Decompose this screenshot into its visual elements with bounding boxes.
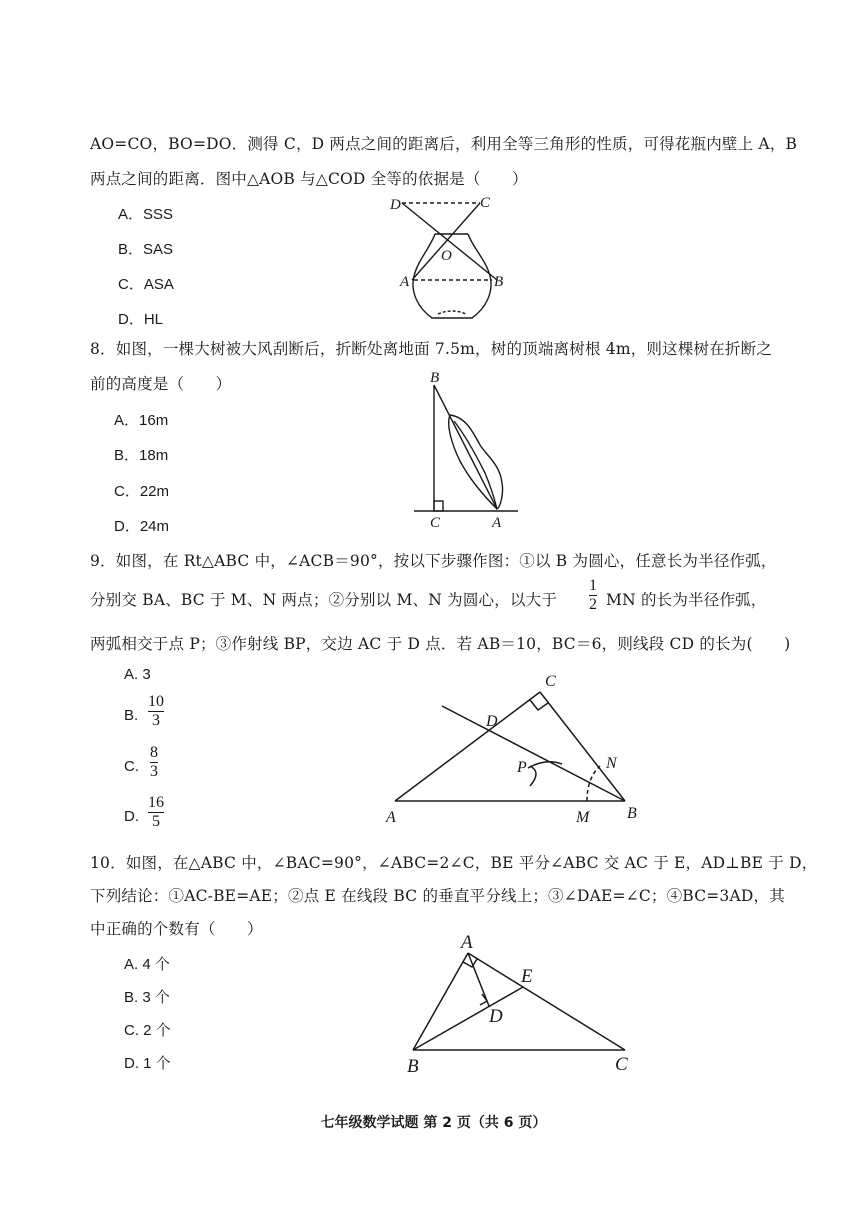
q7-option-d[interactable]: D．HL <box>118 311 164 328</box>
q9-option-c-letter[interactable]: C. <box>124 758 139 775</box>
q9-label-a: A <box>386 809 396 826</box>
q7-label-c: C <box>480 195 491 211</box>
q10-option-a[interactable]: A. 4 个 <box>124 956 170 973</box>
q8-tree-figure <box>410 365 530 530</box>
q10-option-d[interactable]: D. 1 个 <box>124 1055 171 1072</box>
q9-fraction-half <box>589 577 597 614</box>
q7-label-b: B <box>494 274 504 290</box>
q8-label-b: B <box>430 370 440 386</box>
q8-option-a[interactable]: A．16m <box>114 412 169 429</box>
q9-frac-numerator: 1 <box>589 577 597 594</box>
q9-option-b-num: 10 <box>148 693 164 710</box>
q7-label-d: D <box>390 197 401 213</box>
q9-label-d: D <box>486 713 498 730</box>
q10-option-c[interactable]: C. 2 个 <box>124 1022 171 1039</box>
q8-option-c[interactable]: C．22m <box>114 483 170 500</box>
page-footer: 七年级数学试题 第 2 页（共 6 页） <box>320 1115 547 1131</box>
q9-option-a[interactable]: A. 3 <box>124 666 151 683</box>
q9-option-d-num: 16 <box>148 794 164 811</box>
q10-triangle-figure <box>395 928 650 1078</box>
q7-option-b[interactable]: B．SAS <box>118 241 174 258</box>
q9-label-n: N <box>606 755 617 772</box>
q10-label-e: E <box>521 966 533 987</box>
q9-option-c-num: 8 <box>150 744 158 761</box>
q8-label-a: A <box>492 515 502 530</box>
q7-line-1: AO=CO，BO=DO．测得 C，D 两点之间的距离后，利用全等三角形的性质，可得花瓶内壁上 A，B <box>90 135 798 153</box>
q10-line-3: 中正确的个数有（ ） <box>90 920 263 938</box>
q10-line-2: 下列结论：①AC-BE=AE；②点 E 在线段 BC 的垂直平分线上；③∠DAE=∠C；④BC=3AD，其 <box>90 887 785 905</box>
q9-option-d-fraction <box>148 794 164 831</box>
q7-line-2: 两点之间的距离．图中△AOB 与△COD 全等的依据是（ ） <box>90 170 528 188</box>
q10-label-d: D <box>489 1006 503 1027</box>
q9-option-d-den: 5 <box>152 813 160 830</box>
q8-option-d[interactable]: D．24m <box>114 518 170 535</box>
q9-label-c: C <box>545 673 556 690</box>
q10-label-a: A <box>461 932 473 953</box>
q7-option-c[interactable]: C．ASA <box>118 276 174 293</box>
q8-line-2: 前的高度是（ ） <box>90 375 232 393</box>
q9-line-2a: 分别交 BA、BC 于 M、N 两点；②分别以 M、N 为圆心，以大于 <box>90 591 558 609</box>
q10-line-1: 10．如图，在△ABC 中，∠BAC=90°，∠ABC=2∠C，BE 平分∠ABC 交 AC 于 E，AD⊥BE 于 D， <box>90 854 818 872</box>
q9-triangle-figure <box>380 668 650 828</box>
q7-option-a[interactable]: A．SSS <box>118 206 174 223</box>
q10-option-b[interactable]: B. 3 个 <box>124 989 170 1006</box>
q9-option-b-den: 3 <box>152 712 160 729</box>
q9-option-b-letter[interactable]: B. <box>124 707 139 724</box>
q9-frac-denominator: 2 <box>589 596 597 613</box>
q9-line-1: 9．如图，在 Rt△ABC 中，∠ACB＝90°，按以下步骤作图：①以 B 为圆心，任意长为半径作弧， <box>90 552 777 570</box>
q9-option-d-letter[interactable]: D. <box>124 808 139 825</box>
q9-label-m: M <box>576 809 590 826</box>
q7-vase-figure <box>380 188 520 328</box>
q9-label-b: B <box>627 805 637 822</box>
q10-label-b: B <box>407 1056 419 1077</box>
q9-line-3: 两弧相交于点 P；③作射线 BP，交边 AC 于 D 点．若 AB＝10，BC＝6，则线段 CD 的长为( ) <box>90 635 791 653</box>
q8-label-c: C <box>430 515 441 530</box>
q8-option-b[interactable]: B．18m <box>114 447 169 464</box>
q9-option-c-fraction <box>150 744 158 781</box>
q7-label-a: A <box>400 274 410 290</box>
q9-option-b-fraction <box>148 693 164 730</box>
q7-label-o: O <box>441 248 452 264</box>
q9-line-2b: MN 的长为半径作弧， <box>606 591 767 609</box>
q9-label-p: P <box>517 759 527 776</box>
q9-option-c-den: 3 <box>150 763 158 780</box>
q8-line-1: 8．如图，一棵大树被大风刮断后，折断处离地面 7.5m，树的顶端离树根 4m，则这棵树在折断之 <box>90 340 773 358</box>
q10-label-c: C <box>615 1054 628 1075</box>
